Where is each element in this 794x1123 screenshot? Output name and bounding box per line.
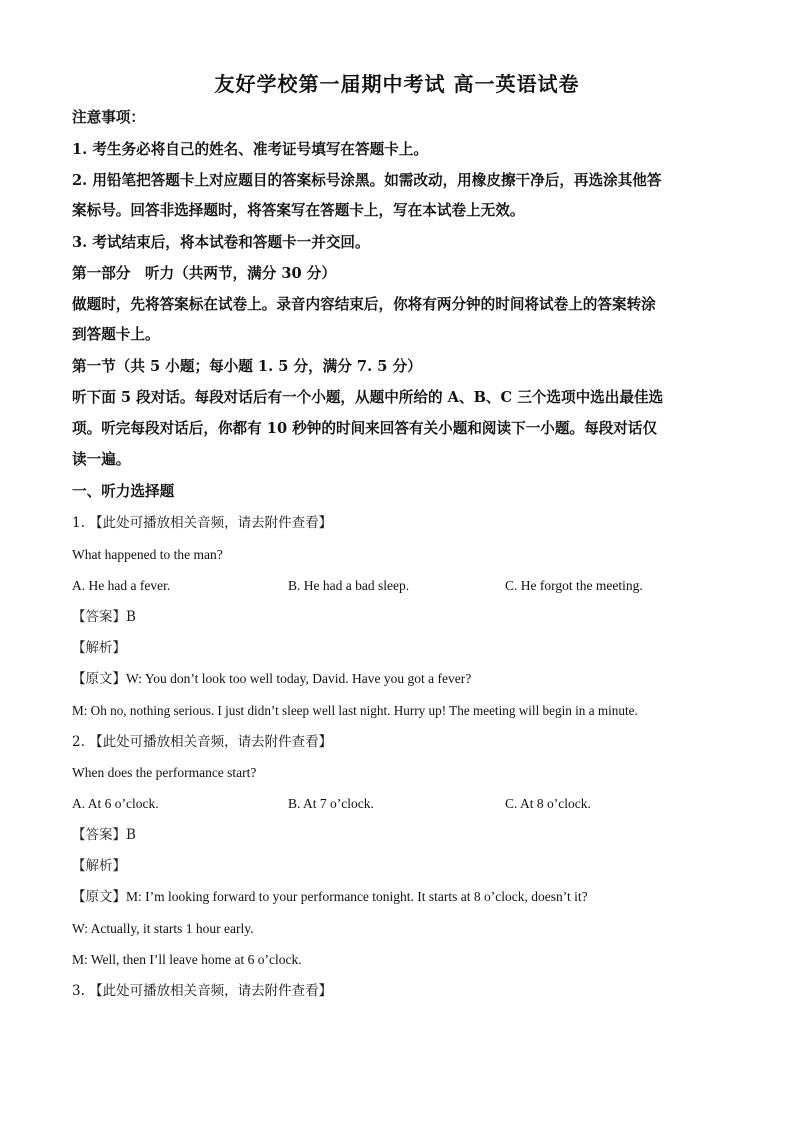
question-2-transcript-line-2: W: Actually, it starts 1 hour early. [72,921,254,936]
question-1-option-b: B. He had a bad sleep. [288,578,410,593]
question-1-answer: 【答案】B [72,609,136,625]
question-1-transcript-line-2: M: Oh no, nothing serious. I just didn’t sleep well last night. Hurry up! The meeting will begin in a minute. [72,703,638,718]
question-1-analysis: 【解析】 [72,640,126,656]
question-1-prompt: What happened to the man? [72,547,223,562]
question-1-number: 1. 【此处可播放相关音频，请去附件查看】 [72,515,333,531]
part1-instruction-line-1: 做题时，先将答案标在试卷上。录音内容结束后，你将有两分钟的时间将试卷上的答案转涂 [72,296,656,313]
group-heading: 一、听力选择题 [72,483,175,500]
notice-item-2-line-1: 2. 用铅笔把答题卡上对应题目的答案标号涂黑。如需改动，用橡皮擦干净后，再选涂其他答 [72,172,662,189]
question-2-transcript-line-3: M: Well, then I’ll leave home at 6 o’clock. [72,952,302,967]
question-2-transcript-line-1: 【原文】M: I’m looking forward to your performance tonight. It starts at 8 o’clock, doesn’t it? [72,889,588,904]
notice-item-2-line-2: 案标号。回答非选择题时，将答案写在答题卡上，写在本试卷上无效。 [72,202,525,219]
section1-heading: 第一节（共 5 小题；每小题 1. 5 分，满分 7. 5 分） [72,358,422,375]
notice-heading: 注意事项： [72,109,145,126]
exam-title: 友好学校第一届期中考试 高一英语试卷 [214,72,580,96]
section1-instruction-line-1: 听下面 5 段对话。每段对话后有一个小题，从题中所给的 A、B、C 三个选项中选出最佳选 [72,389,664,406]
question-2-option-a: A. At 6 o’clock. [72,796,159,811]
section1-instruction-line-2: 项。听完每段对话后，你都有 10 秒钟的时间来回答有关小题和阅读下一小题。每段对话仅 [72,420,658,437]
question-2-number: 2. 【此处可播放相关音频，请去附件查看】 [72,734,333,750]
question-1-option-c: C. He forgot the meeting. [505,578,643,593]
question-3-number: 3. 【此处可播放相关音频，请去附件查看】 [72,983,333,999]
question-2-option-b: B. At 7 o’clock. [288,796,374,811]
question-2-option-c: C. At 8 o’clock. [505,796,591,811]
question-2-prompt: When does the performance start? [72,765,257,780]
question-2-analysis: 【解析】 [72,858,126,874]
notice-item-3: 3. 考试结束后，将本试卷和答题卡一并交回。 [72,234,370,251]
notice-item-1: 1. 考生务必将自己的姓名、准考证号填写在答题卡上。 [72,141,428,158]
part1-instruction-line-2: 到答题卡上。 [72,326,160,343]
question-1-option-a: A. He had a fever. [72,578,171,593]
question-1-transcript-line-1: 【原文】W: You don’t look too well today, David. Have you got a fever? [72,671,472,686]
section1-instruction-line-3: 读一遍。 [72,451,131,468]
part1-heading: 第一部分 听力（共两节，满分 30 分） [72,265,336,282]
question-2-answer: 【答案】B [72,827,136,843]
